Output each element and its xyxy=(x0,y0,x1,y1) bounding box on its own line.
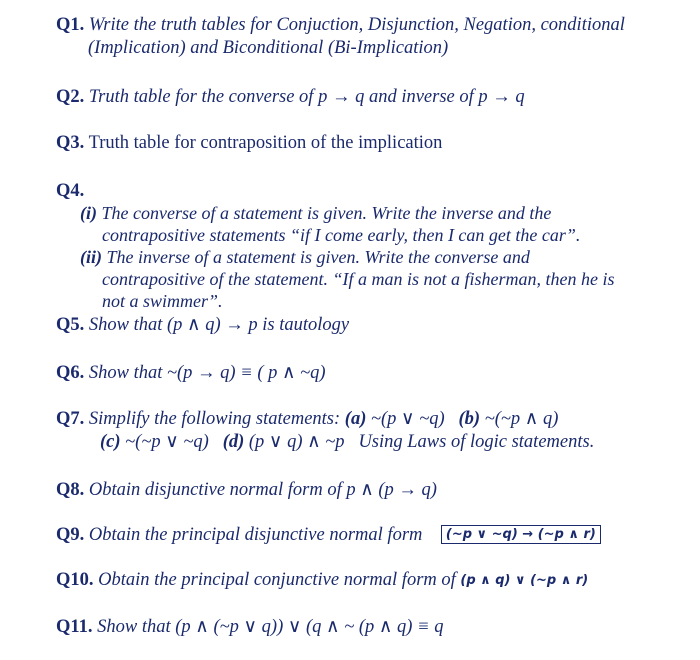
question-number: Q3. xyxy=(56,133,85,153)
part-expression: ~(p ∨ ~q) xyxy=(371,409,445,429)
question-4-part-ii-line-2: contrapositive of the statement. “If a man is not a fisherman, then he is xyxy=(102,269,615,289)
question-number: Q5. xyxy=(56,315,85,335)
question-number: Q1. xyxy=(56,15,85,35)
part-expression: (p ∨ q) ∧ ~p xyxy=(248,432,345,452)
question-3 xyxy=(56,132,442,154)
question-4-part-ii xyxy=(80,246,530,268)
question-text: Truth table for the converse of p → q and inverse of p → q xyxy=(88,87,525,107)
question-text: Obtain disjunctive normal form of p ∧ (p → q) xyxy=(88,480,437,500)
part-label: (c) xyxy=(100,432,121,452)
question-number: Q9. xyxy=(56,525,85,545)
part-expression: ~(~p ∧ q) xyxy=(484,409,559,429)
question-11 xyxy=(56,616,443,638)
part-label: (a) xyxy=(344,409,367,429)
part-text: The inverse of a statement is given. Write the converse and xyxy=(106,247,530,267)
question-4-part-i xyxy=(80,202,551,224)
question-text: Truth table for contraposition of the implication xyxy=(88,133,443,153)
question-number: Q2. xyxy=(56,87,85,107)
question-text: Simplify the following statements: xyxy=(88,409,341,429)
question-expression: (p ∧ q) ∨ (~p ∧ r) xyxy=(460,573,589,588)
question-4 xyxy=(56,180,84,202)
question-text: Show that (p ∧ (~p ∨ q)) ∨ (q ∧ ~ (p ∧ q) ≡ q xyxy=(97,617,444,637)
question-9 xyxy=(56,524,601,546)
question-7 xyxy=(56,408,558,430)
question-1 xyxy=(56,14,625,36)
question-number: Q4. xyxy=(56,181,85,201)
part-text: The converse of a statement is given. Write the inverse and the xyxy=(101,203,552,223)
question-1-line-2: (Implication) and Biconditional (Bi-Implication) xyxy=(88,38,449,58)
question-8 xyxy=(56,479,437,501)
question-6 xyxy=(56,362,326,384)
boxed-expression: (~p ∨ ~q) → (~p ∧ r) xyxy=(441,525,601,544)
part-label: (i) xyxy=(80,203,97,223)
question-text: Using Laws of logic statements. xyxy=(358,432,595,452)
question-number: Q11. xyxy=(56,617,93,637)
question-4-part-ii-line-3: not a swimmer”. xyxy=(102,291,223,311)
part-label: (d) xyxy=(222,432,245,452)
question-number: Q10. xyxy=(56,570,94,590)
question-number: Q8. xyxy=(56,480,85,500)
part-label: (b) xyxy=(458,409,481,429)
part-label: (ii) xyxy=(80,247,102,267)
part-expression: ~(~p ∨ ~q) xyxy=(125,432,209,452)
question-number: Q6. xyxy=(56,363,85,383)
question-7-line-2 xyxy=(100,431,594,453)
question-4-part-i-line-2: contrapositive statements “if I come early, then I can get the car”. xyxy=(102,225,581,245)
question-10 xyxy=(56,569,588,592)
question-text: Write the truth tables for Conjuction, Disjunction, Negation, conditional xyxy=(88,15,625,35)
question-2 xyxy=(56,86,525,108)
question-text: Obtain the principal disjunctive normal form xyxy=(88,525,423,545)
question-text: Show that (p ∧ q) → p is tautology xyxy=(88,315,350,335)
question-text: Show that ~(p → q) ≡ ( p ∧ ~q) xyxy=(88,363,326,383)
question-number: Q7. xyxy=(56,409,85,429)
question-5 xyxy=(56,314,349,336)
question-text: Obtain the principal conjunctive normal form of xyxy=(98,570,456,590)
